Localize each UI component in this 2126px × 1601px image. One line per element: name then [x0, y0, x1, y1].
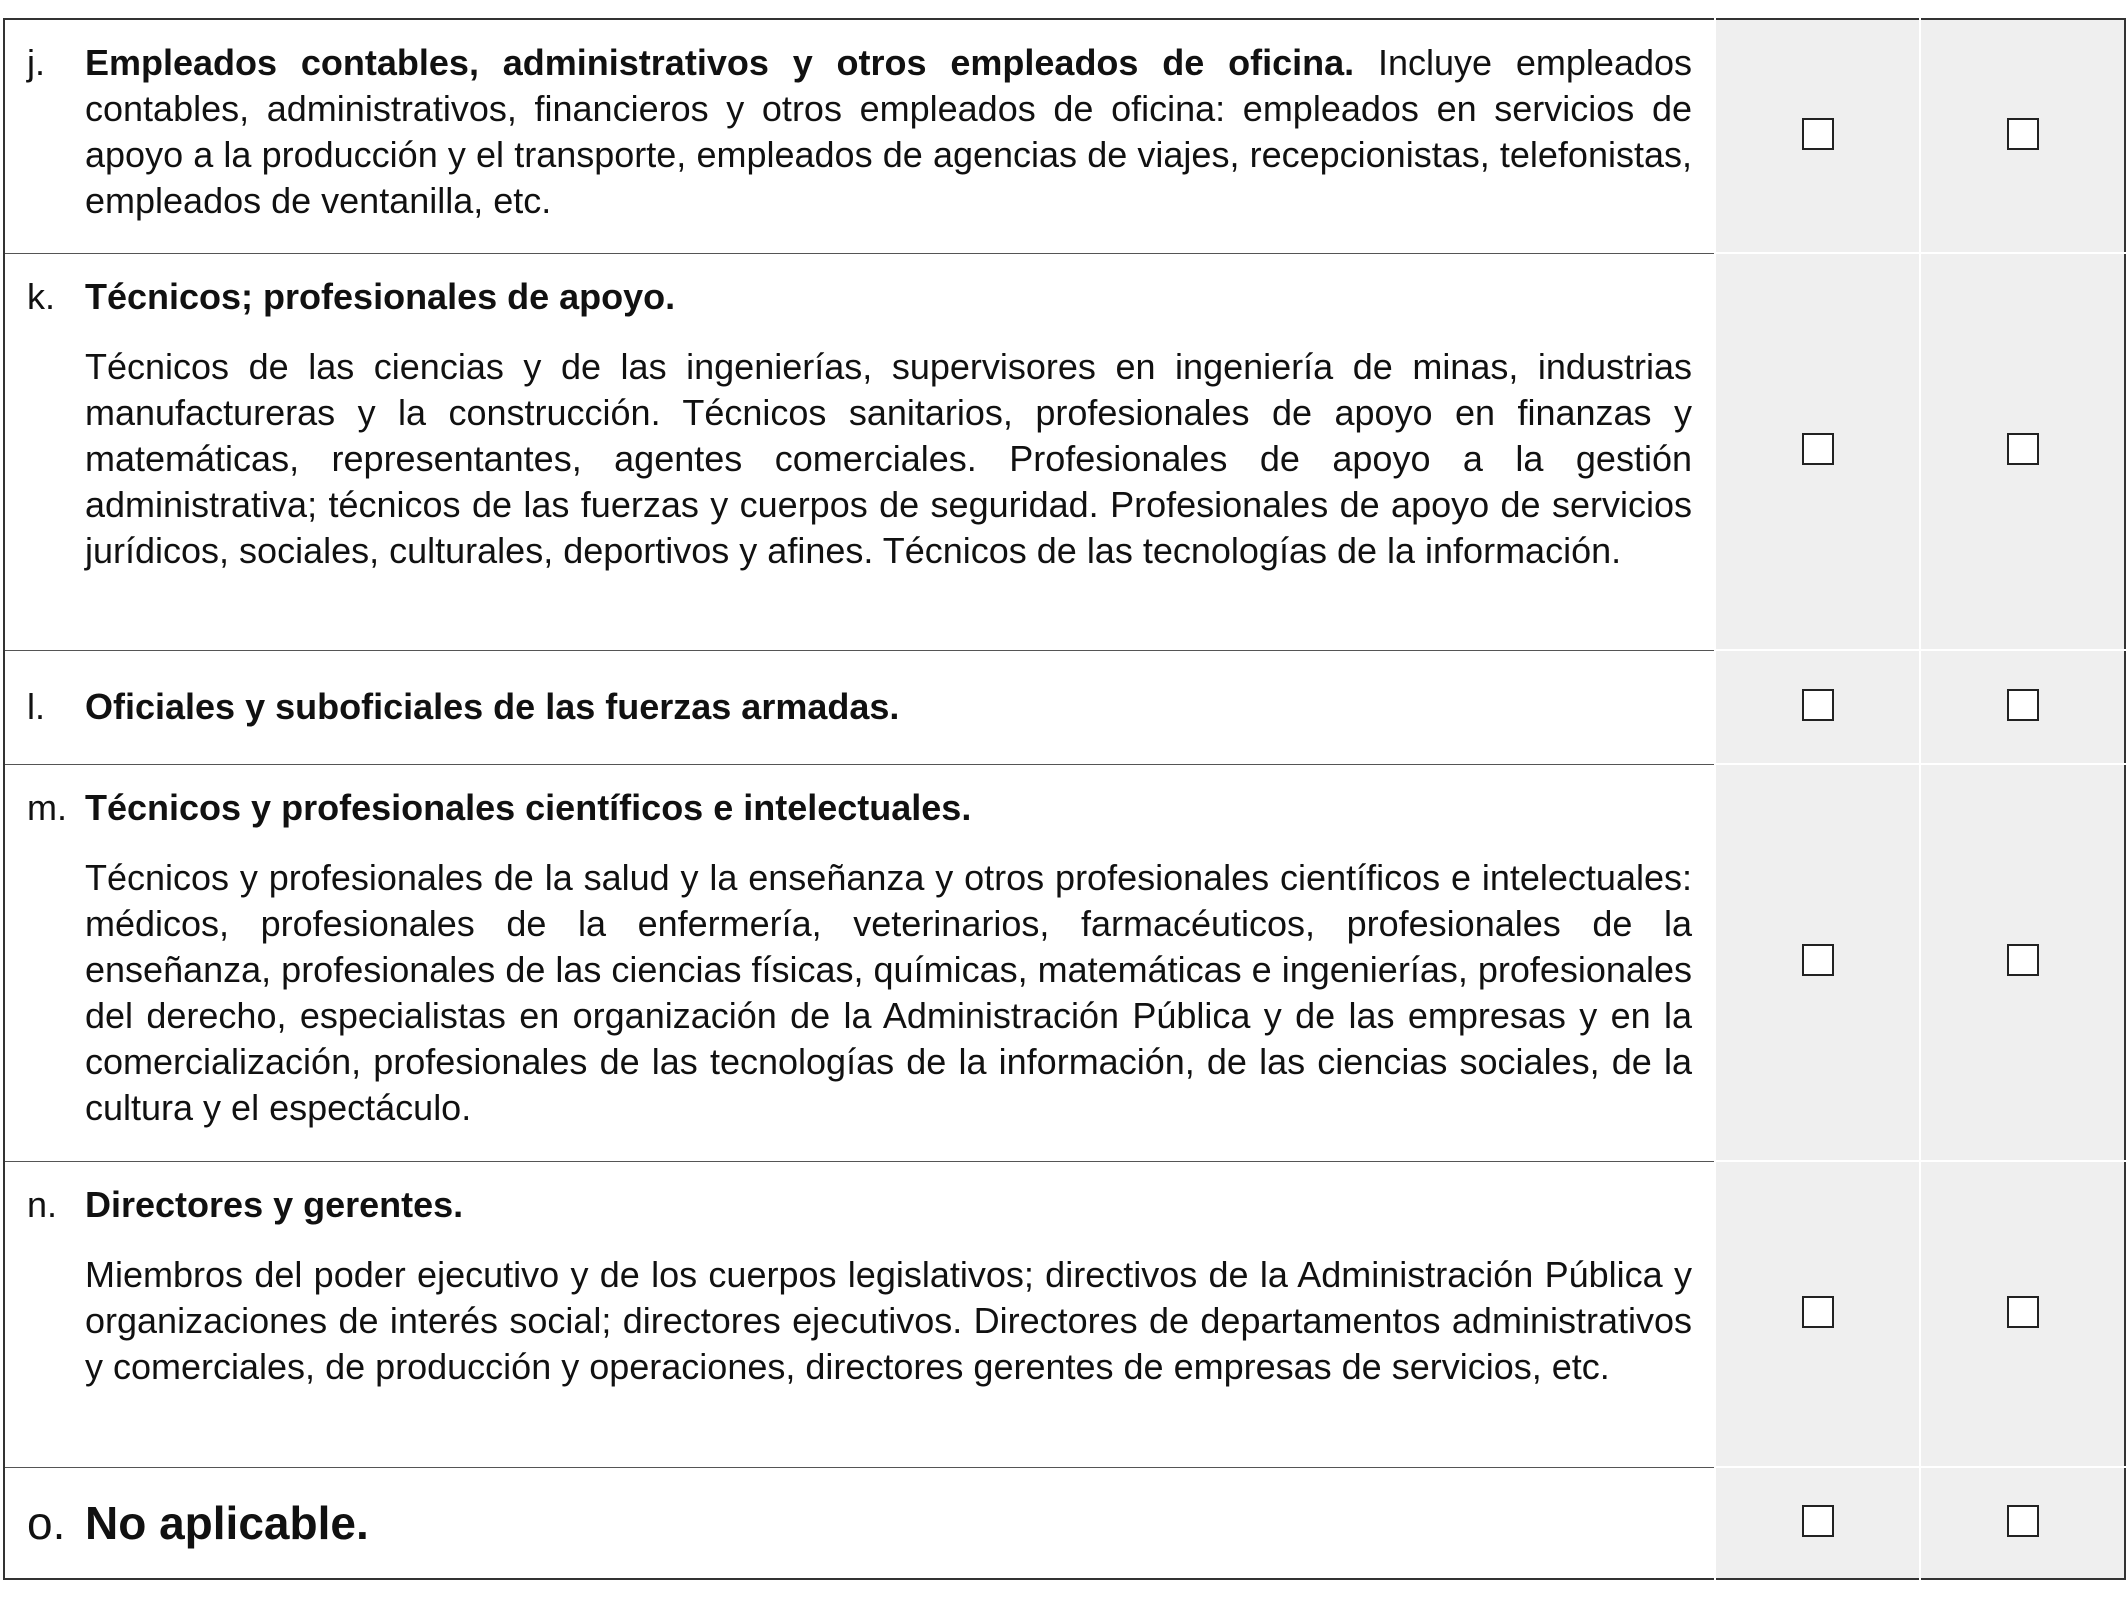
- table-row: [4, 650, 2125, 764]
- row-text: Técnicos de las ciencias y de las ingenierías, supervisores en ingeniería de minas, industrias manufactureras y la construcción. Técnicos sanitarios, profesionales de apoyo en finanzas y matemáticas, representantes, agentes comerciales. Profesionales de apoyo a la gestión administrativa; técnicos de las fuerzas y cuerpos de seguridad. Profesionales de apoyo de servicios jurídicos, sociales, culturales, deportivos y afines. Técnicos de las tecnologías de la información.: [85, 345, 1692, 571]
- empty-checkbox-icon[interactable]: [1802, 944, 1834, 976]
- table-row: [4, 1467, 2125, 1579]
- empty-checkbox-icon[interactable]: [2007, 1296, 2039, 1328]
- empty-checkbox-icon[interactable]: [1802, 433, 1834, 465]
- option-cell-2: [1920, 1161, 2125, 1467]
- row-letter: l.: [27, 686, 45, 727]
- option-cell-2: [1920, 19, 2125, 253]
- option-cell-1: [1715, 19, 1920, 253]
- row-title: Oficiales y suboficiales de las fuerzas armadas.: [85, 686, 900, 727]
- row-letter: j.: [27, 42, 45, 83]
- row-title: Técnicos y profesionales científicos e intelectuales.: [85, 786, 972, 828]
- empty-checkbox-icon[interactable]: [1802, 118, 1834, 150]
- empty-checkbox-icon[interactable]: [2007, 689, 2039, 721]
- row-description: [4, 19, 1715, 253]
- empty-checkbox-icon[interactable]: [2007, 118, 2039, 150]
- table-row: [4, 764, 2125, 1161]
- option-cell-1: [1715, 1467, 1920, 1579]
- table-row: [4, 253, 2125, 650]
- option-cell-2: [1920, 253, 2125, 650]
- row-description: [4, 764, 1715, 1161]
- table-row: [4, 19, 2125, 253]
- row-letter: k.: [27, 275, 56, 317]
- empty-checkbox-icon[interactable]: [2007, 944, 2039, 976]
- empty-checkbox-icon[interactable]: [2007, 433, 2039, 465]
- option-cell-1: [1715, 1161, 1920, 1467]
- empty-checkbox-icon[interactable]: [1802, 689, 1834, 721]
- option-cell-1: [1715, 764, 1920, 1161]
- empty-checkbox-icon[interactable]: [1802, 1296, 1834, 1328]
- empty-checkbox-icon[interactable]: [2007, 1505, 2039, 1537]
- row-title: No aplicable.: [85, 1496, 369, 1549]
- empty-checkbox-icon[interactable]: [1802, 1505, 1834, 1537]
- table-row: [4, 1161, 2125, 1467]
- row-description: [4, 1467, 1715, 1579]
- row-letter: m.: [27, 786, 67, 828]
- option-cell-2: [1920, 650, 2125, 764]
- option-cell-2: [1920, 764, 2125, 1161]
- row-letter: n.: [27, 1183, 58, 1225]
- option-cell-1: [1715, 650, 1920, 764]
- row-title: Directores y gerentes.: [85, 1183, 464, 1225]
- row-description: [4, 1161, 1715, 1467]
- row-title: Empleados contables, administrativos y otros empleados de oficina.: [85, 42, 1355, 83]
- row-text: Miembros del poder ejecutivo y de los cuerpos legislativos; directivos de la Administración Pública y organizaciones de interés social; directores ejecutivos. Directores de departamentos administrativos y comerciales, de producción y operaciones, directores gerentes de empresas de servicios, etc.: [85, 1253, 1692, 1387]
- row-title: Técnicos; profesionales de apoyo.: [85, 275, 676, 317]
- row-letter: o.: [27, 1496, 66, 1549]
- row-text: Técnicos y profesionales de la salud y la enseñanza y otros profesionales científicos e intelectuales: médicos, profesionales de la enfermería, veterinarios, farmacéuticos, profesionales de la enseñanza, profesionales de las ciencias físicas, químicas, matemáticas e ingenierías, profesionales del derecho, especialistas en organización de la Administración Pública y de las empresas y en la comercialización, profesionales de las tecnologías de la información, de las ciencias sociales, de la cultura y el espectáculo.: [85, 856, 1692, 1128]
- occupation-table: [3, 18, 2126, 1580]
- row-description: [4, 253, 1715, 650]
- option-cell-1: [1715, 253, 1920, 650]
- row-text: Incluye empleados contables, administrativos, financieros y otros empleados de oficina: empleados en servicios de apoyo a la producción y el transporte, empleados de agencias de viajes, recepcionistas, telefonistas, empleados de ventanilla, etc.: [85, 42, 1693, 221]
- option-cell-2: [1920, 1467, 2125, 1579]
- row-description: [4, 650, 1715, 764]
